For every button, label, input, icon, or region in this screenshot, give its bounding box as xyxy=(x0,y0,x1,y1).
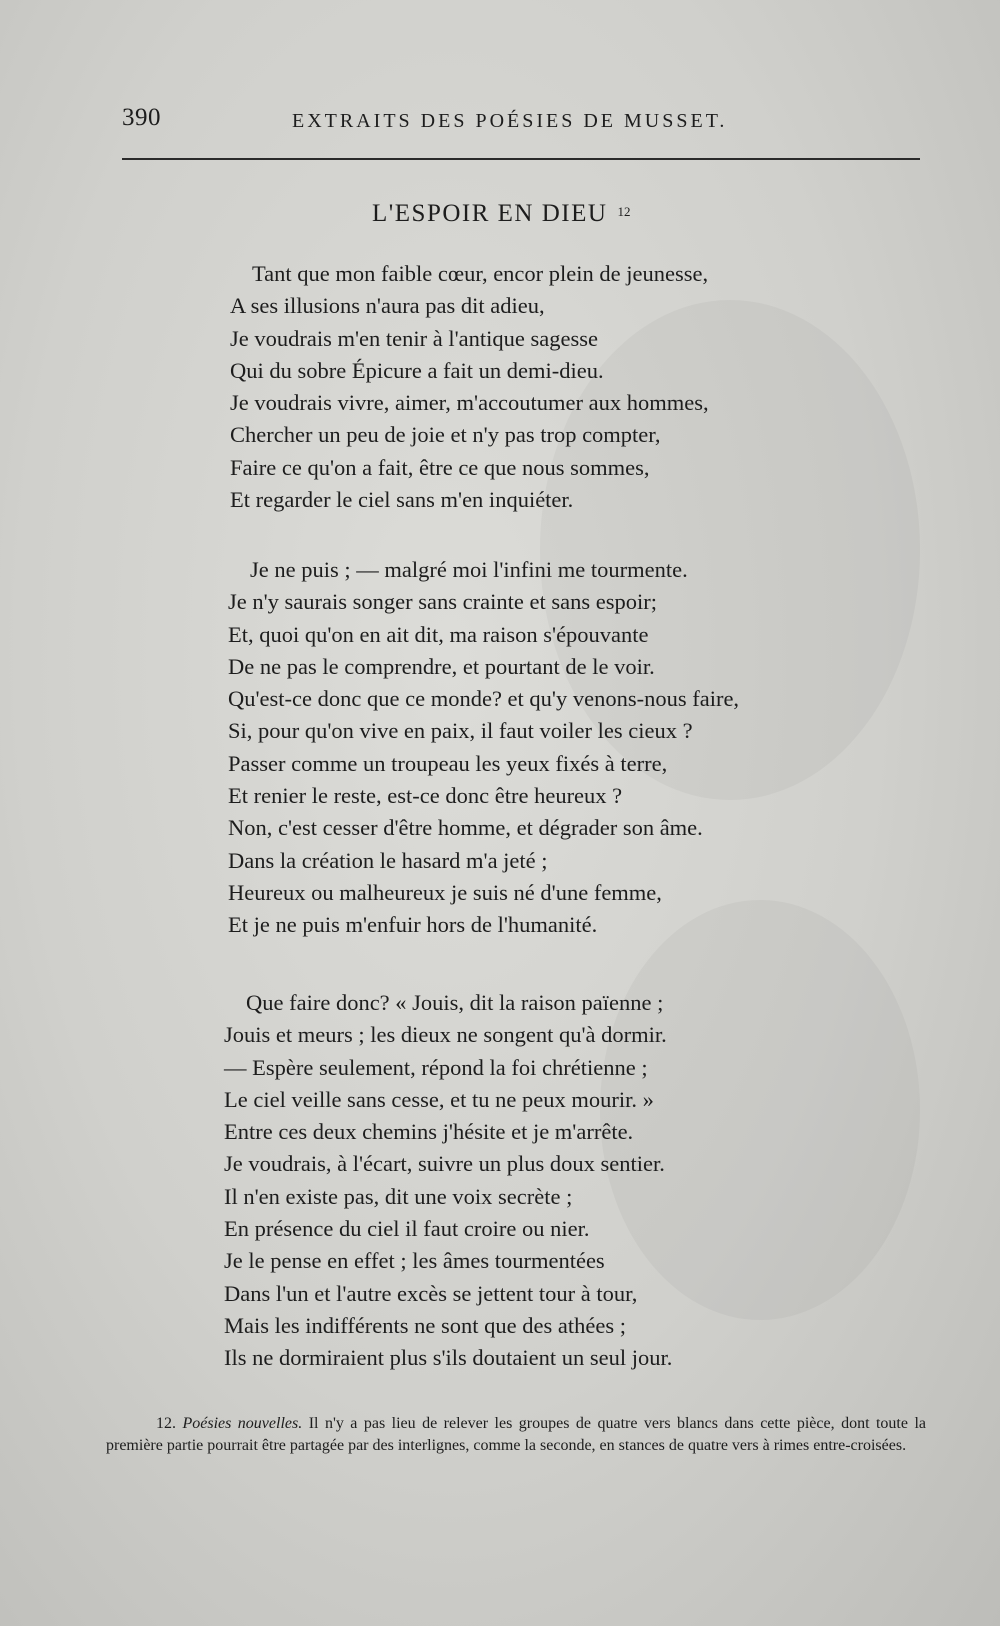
verse-line: De ne pas le comprendre, et pourtant de le voir. xyxy=(228,653,655,679)
verse-line: En présence du ciel il faut croire ou nier. xyxy=(224,1216,590,1242)
verse-line: Jouis et meurs ; les dieux ne songent qu'à dormir. xyxy=(224,1022,667,1048)
footnote-number: 12. xyxy=(156,1415,176,1432)
verse-line: Dans l'un et l'autre excès se jettent tour à tour, xyxy=(224,1280,638,1306)
verse-line: Qu'est-ce donc que ce monde? et qu'y venons-nous faire, xyxy=(228,686,740,712)
verse-line: Que faire donc? « Jouis, dit la raison païenne ; xyxy=(246,990,664,1015)
running-head: EXTRAITS DES POÉSIES DE MUSSET. xyxy=(292,110,728,132)
verse-line: Je le pense en effet ; les âmes tourmentées xyxy=(224,1248,605,1274)
footnote-reference: 12 xyxy=(617,204,631,219)
footnote xyxy=(106,1413,926,1457)
verse-line: Dans la création le hasard m'a jeté ; xyxy=(228,847,548,873)
verse-line: Non, c'est cesser d'être homme, et dégrader son âme. xyxy=(228,815,703,841)
stanza-3 xyxy=(224,987,824,1375)
verse-line: Je ne puis ; — malgré moi l'infini me tourmente. xyxy=(250,557,688,582)
verse-line: Faire ce qu'on a fait, être ce que nous sommes, xyxy=(230,454,650,480)
verse-line: Le ciel veille sans cesse, et tu ne peux mourir. » xyxy=(224,1086,654,1112)
verse-line: Je voudrais m'en tenir à l'antique sagesse xyxy=(230,325,598,351)
verse-line: Il n'en existe pas, dit une voix secrète ; xyxy=(224,1183,573,1209)
verse-line: Je n'y saurais songer sans crainte et sans espoir; xyxy=(228,589,657,615)
verse-line: — Espère seulement, répond la foi chrétienne ; xyxy=(224,1054,648,1080)
poem-title xyxy=(372,200,630,228)
verse-line: Heureux ou malheureux je suis né d'une femme, xyxy=(228,879,662,905)
header-rule xyxy=(122,158,920,160)
verse-line: Entre ces deux chemins j'hésite et je m'arrête. xyxy=(224,1119,634,1145)
poem-title-text: L'ESPOIR EN DIEU xyxy=(372,200,608,227)
page-number: 390 xyxy=(122,104,161,131)
verse-line: Passer comme un troupeau les yeux fixés à terre, xyxy=(228,750,668,776)
page-header xyxy=(122,100,922,140)
footnote-text: Il n'y a pas lieu de relever les groupes de quatre vers blancs dans cette pièce, dont toute la première partie pourrait être partagée par des interlignes, comme la seconde, en stances de quatre vers à rimes entre-croisées. xyxy=(106,1415,926,1454)
verse-line: Je voudrais vivre, aimer, m'accoutumer aux hommes, xyxy=(230,390,709,416)
verse-line: Je voudrais, à l'écart, suivre un plus doux sentier. xyxy=(224,1151,665,1177)
verse-line: Et regarder le ciel sans m'en inquiéter. xyxy=(230,487,574,513)
footnote-source: Poésies nouvelles. xyxy=(182,1415,303,1432)
verse-line: Et je ne puis m'enfuir hors de l'humanité. xyxy=(228,912,598,938)
verse-line: A ses illusions n'aura pas dit adieu, xyxy=(230,293,545,319)
verse-line: Ils ne dormiraient plus s'ils doutaient un seul jour. xyxy=(224,1345,673,1371)
verse-line: Mais les indifférents ne sont que des athées ; xyxy=(224,1312,626,1338)
verse-line: Qui du sobre Épicure a fait un demi-dieu. xyxy=(230,357,604,383)
verse-line: Et renier le reste, est-ce donc être heureux ? xyxy=(228,783,623,809)
verse-line: Tant que mon faible cœur, encor plein de jeunesse, xyxy=(252,261,709,286)
verse-line: Si, pour qu'on vive en paix, il faut voiler les cieux ? xyxy=(228,718,693,744)
verse-line: Et, quoi qu'on en ait dit, ma raison s'épouvante xyxy=(228,621,649,647)
verse-line: Chercher un peu de joie et n'y pas trop compter, xyxy=(230,422,661,448)
stanza-2 xyxy=(228,554,828,942)
stanza-1 xyxy=(230,258,830,516)
